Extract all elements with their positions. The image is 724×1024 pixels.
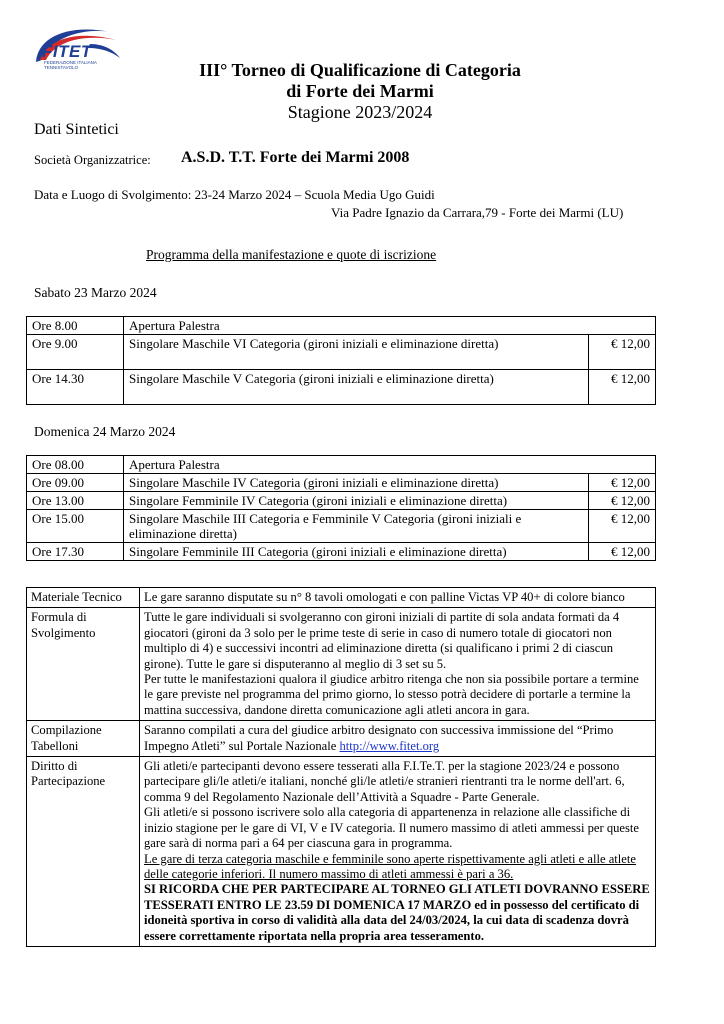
domenica-schedule-table <box>26 455 656 561</box>
diritto-notice: SI RICORDA CHE PER PARTECIPARE AL TORNEO GLI ATLETI DOVRANNO ESSERE TESSERATI ENTRO LE 23.59 DI DOMENICA 17 MARZO ed in possesso del certificato di idoneità sportiva in corso di validità alla data del 24/03/2024, la cui data di scadenza dovrà essere correttamente riportata nella propria area tesseramento. <box>144 882 650 943</box>
formula-label: Formula di Svolgimento <box>27 608 140 721</box>
societa-value: A.S.D. T.T. Forte dei Marmi 2008 <box>181 149 410 166</box>
fitet-logo <box>30 22 126 80</box>
event-cell: Singolare Femminile IV Categoria (gironi iniziali e eliminazione diretta) <box>124 492 589 510</box>
info-table <box>26 587 656 947</box>
table-row <box>27 510 656 543</box>
event-cell: Singolare Maschile III Categoria e Femminile V Categoria (gironi iniziali e eliminazione diretta) <box>124 510 589 543</box>
luogo-line2: Via Padre Ignazio da Carrara,79 - Forte dei Marmi (LU) <box>331 205 624 220</box>
price-cell: € 12,00 <box>589 474 656 492</box>
table-row <box>27 370 656 405</box>
formula-paragraph-1: Tutte le gare individuali si svolgeranno con gironi iniziali di partite di sola andata formati da 4 giocatori (gironi da 3 solo per le prime teste di serie in caso di numero totale di giocatori non multiplo di 4) e successivi incontri ad eliminazione diretta (si qualificano i primi 2 di ciascun girone). Tutte le gare si disputeranno al meglio di 3 set su 5. <box>144 610 620 671</box>
diritto-paragraph-3: Le gare di terza categoria maschile e femminile sono aperte rispettivamente agli atleti e alle atlete delle categorie inferiori. Il numero massimo di atleti ammessi è pari a 36. <box>144 851 636 881</box>
event-cell: Apertura Palestra <box>124 456 656 474</box>
title-line1: III° Torneo di Qualificazione di Categoria <box>199 60 521 80</box>
table-row <box>27 721 656 757</box>
logo-subtitle-line1: FEDERAZIONE ITALIANA <box>44 60 97 65</box>
price-cell: € 12,00 <box>589 492 656 510</box>
dati-sintetici-heading: Dati Sintetici <box>34 121 119 138</box>
table-row <box>27 608 656 721</box>
compilazione-cell <box>140 721 656 757</box>
price-cell: € 12,00 <box>589 335 656 370</box>
time-cell: Ore 14.30 <box>27 370 124 405</box>
event-cell: Apertura Palestra <box>124 317 656 335</box>
societa-label: Società Organizzatrice: <box>34 153 151 167</box>
event-cell: Singolare Maschile V Categoria (gironi iniziali e eliminazione diretta) <box>124 370 589 405</box>
formula-paragraph-2: Per tutte le manifestazioni qualora il giudice arbitro ritenga che non sia possibile portare a termine le gare previste nel programma del primo giorno, lo stesso potrà decidere di portarle a termine la mattina successiva, dandone diretta comunicazione agli atleti ancora in gara. <box>144 672 639 717</box>
event-cell: Singolare Maschile IV Categoria (gironi iniziali e eliminazione diretta) <box>124 474 589 492</box>
time-cell: Ore 13.00 <box>27 492 124 510</box>
table-row <box>27 588 656 608</box>
programma-heading: Programma della manifestazione e quote di iscrizione <box>146 247 437 262</box>
compilazione-label: Compilazione Tabelloni <box>27 721 140 757</box>
logo-subtitle-line2: TENNISTAVOLO <box>44 65 79 70</box>
materiale-label: Materiale Tecnico <box>27 588 140 608</box>
diritto-paragraph-2: Gli atleti/e si possono iscrivere solo alla categoria di appartenenza in relazione alle classifiche di inizio stagione per le gare di VI, V e IV categoria. Il numero massimo di atleti ammessi per queste gare sarà di norma pari a 64 per ciascuna gara in programma. <box>144 805 639 851</box>
time-cell: Ore 09.00 <box>27 474 124 492</box>
event-cell: Singolare Femminile III Categoria (gironi iniziali e eliminazione diretta) <box>124 543 589 561</box>
table-row <box>27 492 656 510</box>
time-cell: Ore 15.00 <box>27 510 124 543</box>
time-cell: Ore 08.00 <box>27 456 124 474</box>
logo-text: FITET <box>42 42 92 61</box>
title-line2: di Forte dei Marmi <box>286 81 434 101</box>
diritto-cell <box>140 757 656 947</box>
time-cell: Ore 9.00 <box>27 335 124 370</box>
time-cell: Ore 8.00 <box>27 317 124 335</box>
table-row <box>27 543 656 561</box>
formula-cell <box>140 608 656 721</box>
event-cell: Singolare Maschile VI Categoria (gironi iniziali e eliminazione diretta) <box>124 335 589 370</box>
table-row <box>27 757 656 947</box>
table-row <box>27 456 656 474</box>
sabato-heading: Sabato 23 Marzo 2024 <box>34 285 157 300</box>
domenica-heading: Domenica 24 Marzo 2024 <box>34 424 176 439</box>
luogo-line1: Data e Luogo di Svolgimento: 23-24 Marzo 2024 – Scuola Media Ugo Guidi <box>34 187 435 202</box>
compilazione-text: Saranno compilati a cura del giudice arbitro designato con successiva immissione del “Primo Impegno Atleti” sul Portale Nazionale <box>144 723 614 753</box>
table-row <box>27 474 656 492</box>
title-line3: Stagione 2023/2024 <box>287 102 433 122</box>
logo-subtitle <box>44 60 97 70</box>
fitet-link[interactable]: http://www.fitet.org <box>339 738 440 753</box>
diritto-paragraph-1: Gli atleti/e partecipanti devono essere tesserati alla F.I.Te.T. per la stagione 2023/24 e possono partecipare gli/le atleti/e italiani, nonché gli/le atleti/e stranieri rientranti tra le norme dell'art. 6, comma 9 del Regolamento Nazionale dell’Attività a Squadre - Parte Generale. <box>144 759 625 804</box>
sabato-schedule-table <box>26 316 656 405</box>
time-cell: Ore 17.30 <box>27 543 124 561</box>
price-cell: € 12,00 <box>589 543 656 561</box>
table-row <box>27 335 656 370</box>
materiale-text: Le gare saranno disputate su n° 8 tavoli omologati e con palline Victas VP 40+ di colore bianco <box>140 588 656 608</box>
price-cell: € 12,00 <box>589 370 656 405</box>
table-row <box>27 317 656 335</box>
diritto-label: Diritto di Partecipazione <box>27 757 140 947</box>
price-cell: € 12,00 <box>589 510 656 543</box>
